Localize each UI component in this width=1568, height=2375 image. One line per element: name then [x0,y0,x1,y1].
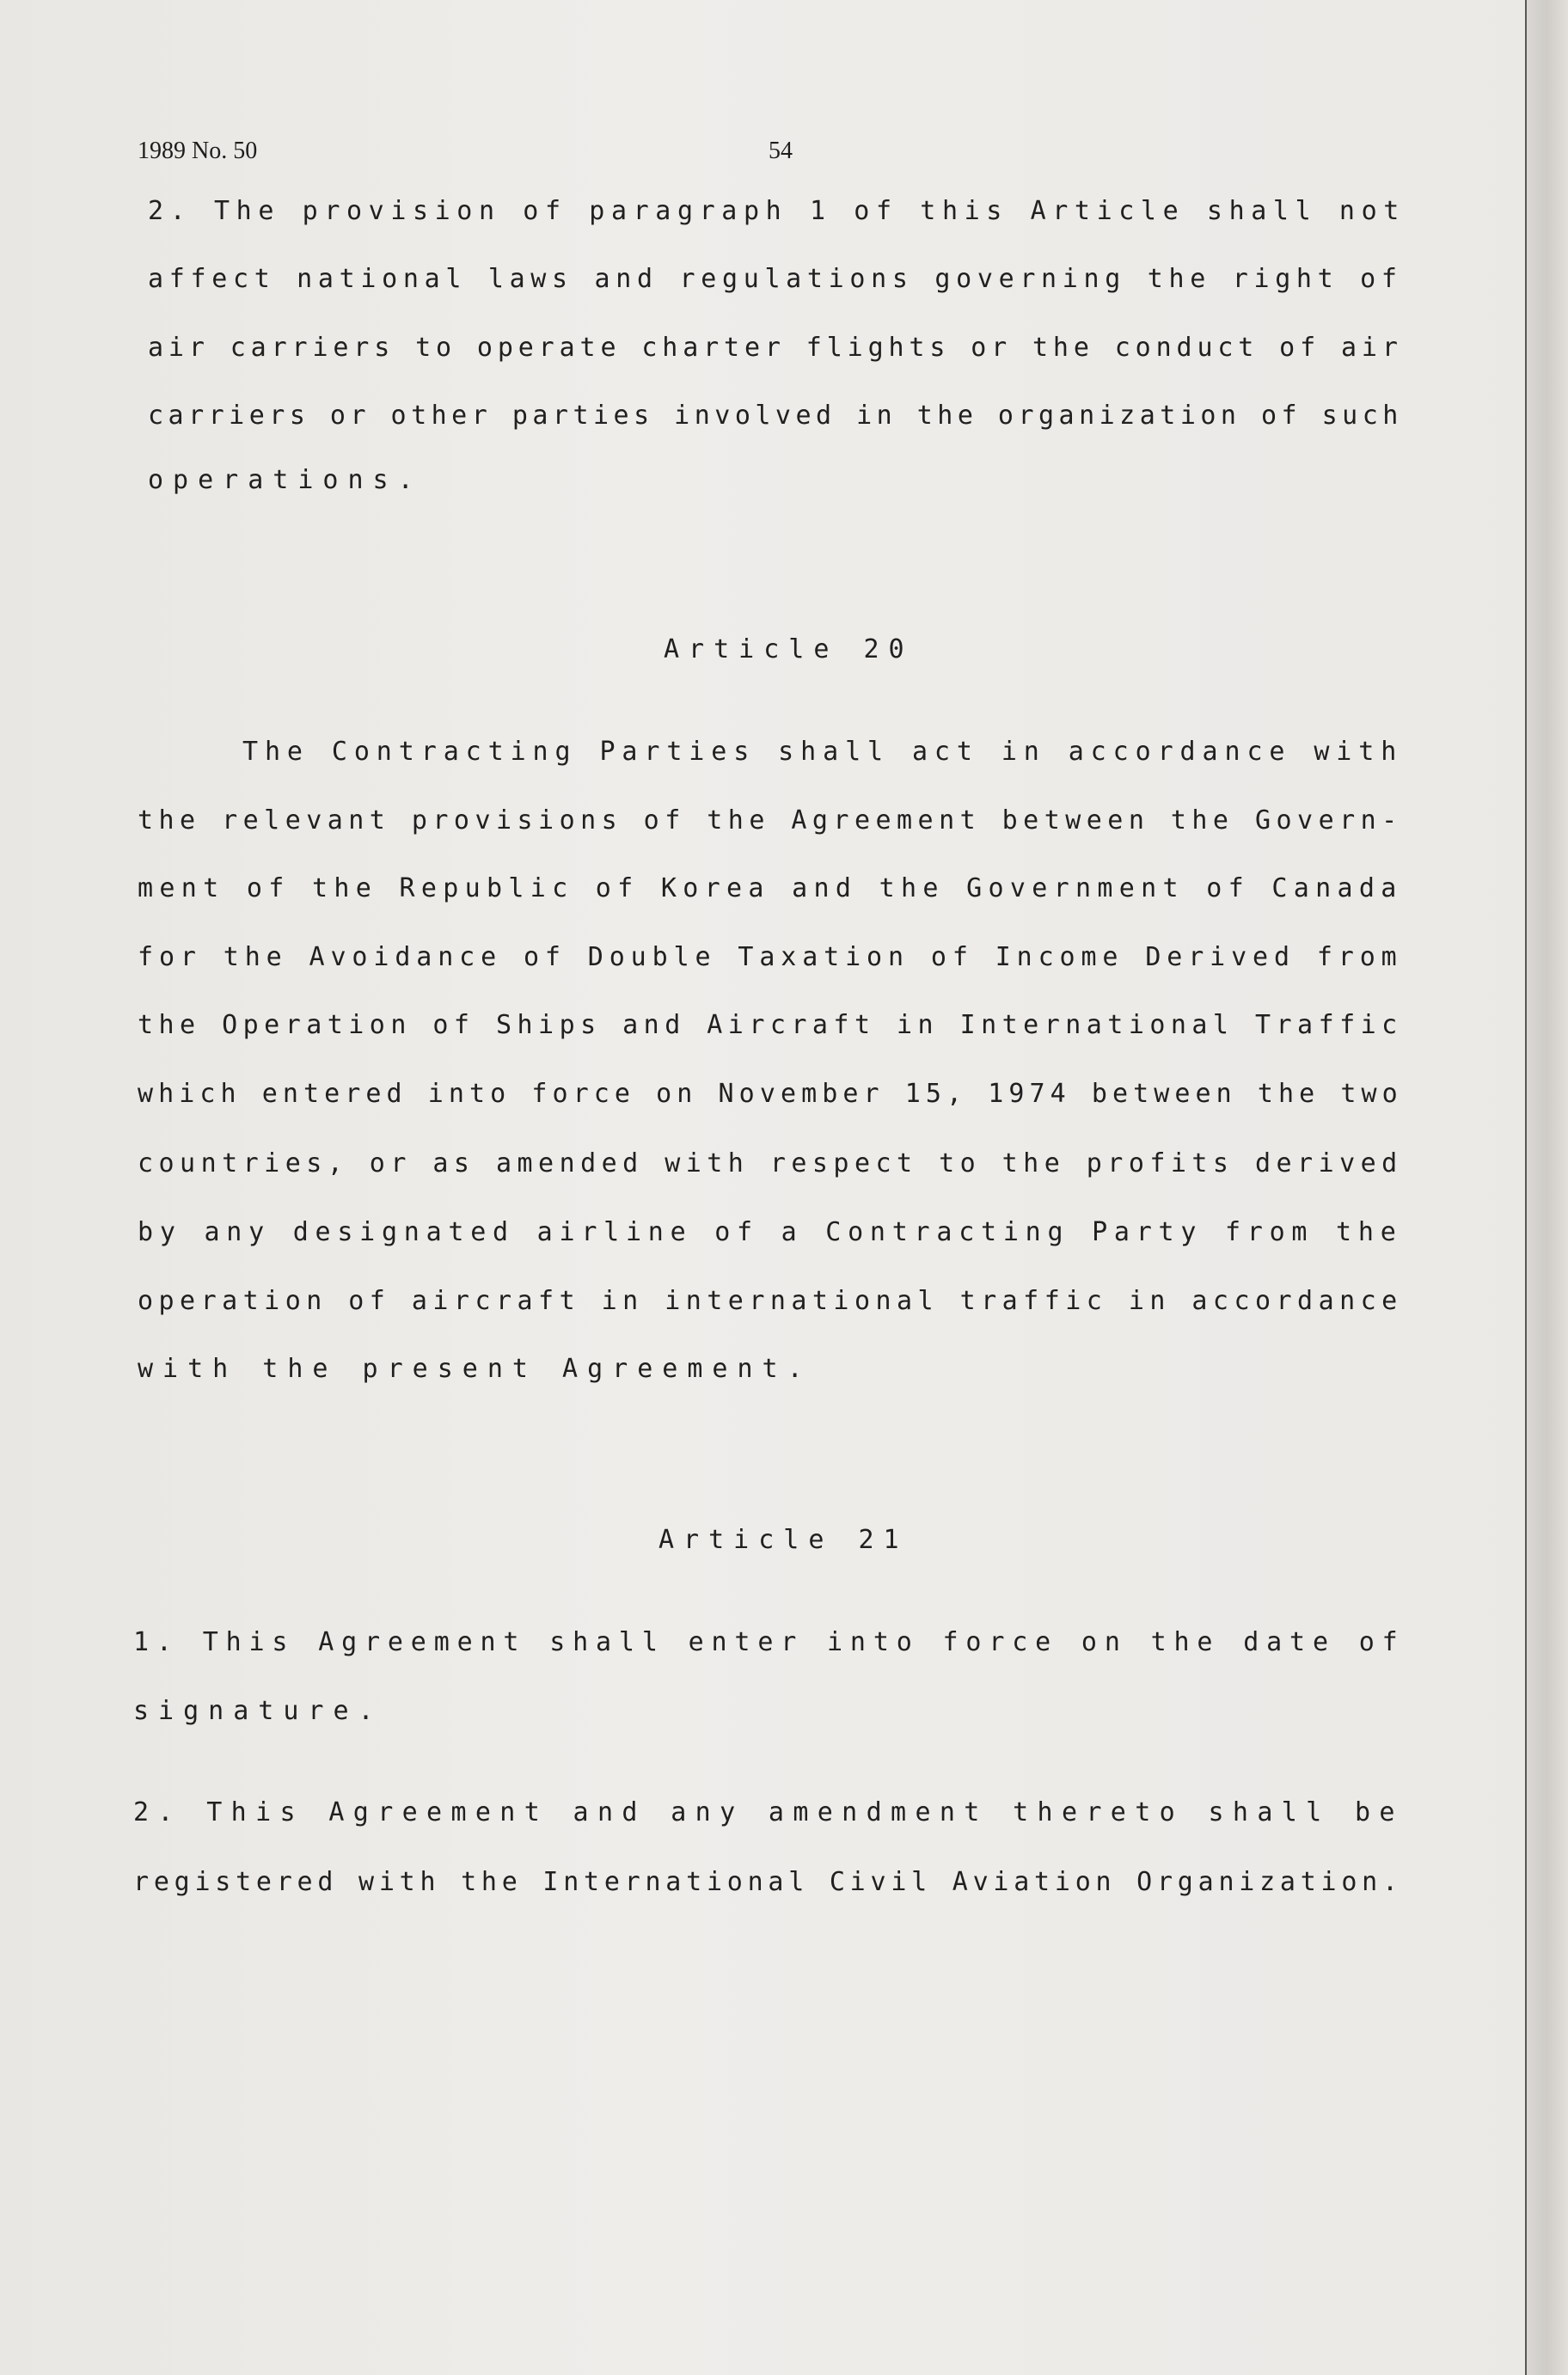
text-line: by any designated airline of a Contracting Party from the [138,1217,1403,1247]
text-line: operations. [148,465,423,495]
page-edge-line [1525,0,1527,2375]
text-line: affect national laws and regulations governing the right of [148,264,1403,294]
text-line: which entered into force on November 15, 1974 between the two [138,1079,1403,1109]
text-line: 2. The provision of paragraph 1 of this Article shall not [148,196,1406,226]
text-line: ment of the Republic of Korea and the Government of Canada [138,873,1403,903]
text-line: the relevant provisions of the Agreement between the Govern- [138,805,1403,836]
text-line: countries, or as amended with respect to the profits derived [138,1148,1403,1178]
page-edge-shadow [1525,0,1568,2375]
article-21-heading: Article 21 [658,1525,909,1555]
article-20-heading: Article 20 [664,634,914,664]
text-line: 2. This Agreement and any amendment thereto shall be [133,1797,1404,1827]
text-line: for the Avoidance of Double Taxation of Income Derived from [138,942,1403,972]
text-line: air carriers to operate charter flights or the conduct of air [148,333,1403,363]
text-line: 1. This Agreement shall enter into force on the date of [133,1627,1406,1657]
text-line: signature. [133,1696,383,1726]
gazette-number: 1989 No. 50 [138,138,258,164]
page-number: 54 [769,138,793,164]
text-line: The Contracting Parties shall act in accordance with [242,737,1404,767]
text-line: carriers or other parties involved in the organization of such [148,401,1403,431]
text-line: the Operation of Ships and Aircraft in International Traffic [138,1010,1403,1040]
text-line: operation of aircraft in international traffic in accordance [138,1286,1403,1316]
text-line: with the present Agreement. [138,1354,812,1384]
text-line: registered with the International Civil Aviation Organization. [133,1867,1403,1897]
